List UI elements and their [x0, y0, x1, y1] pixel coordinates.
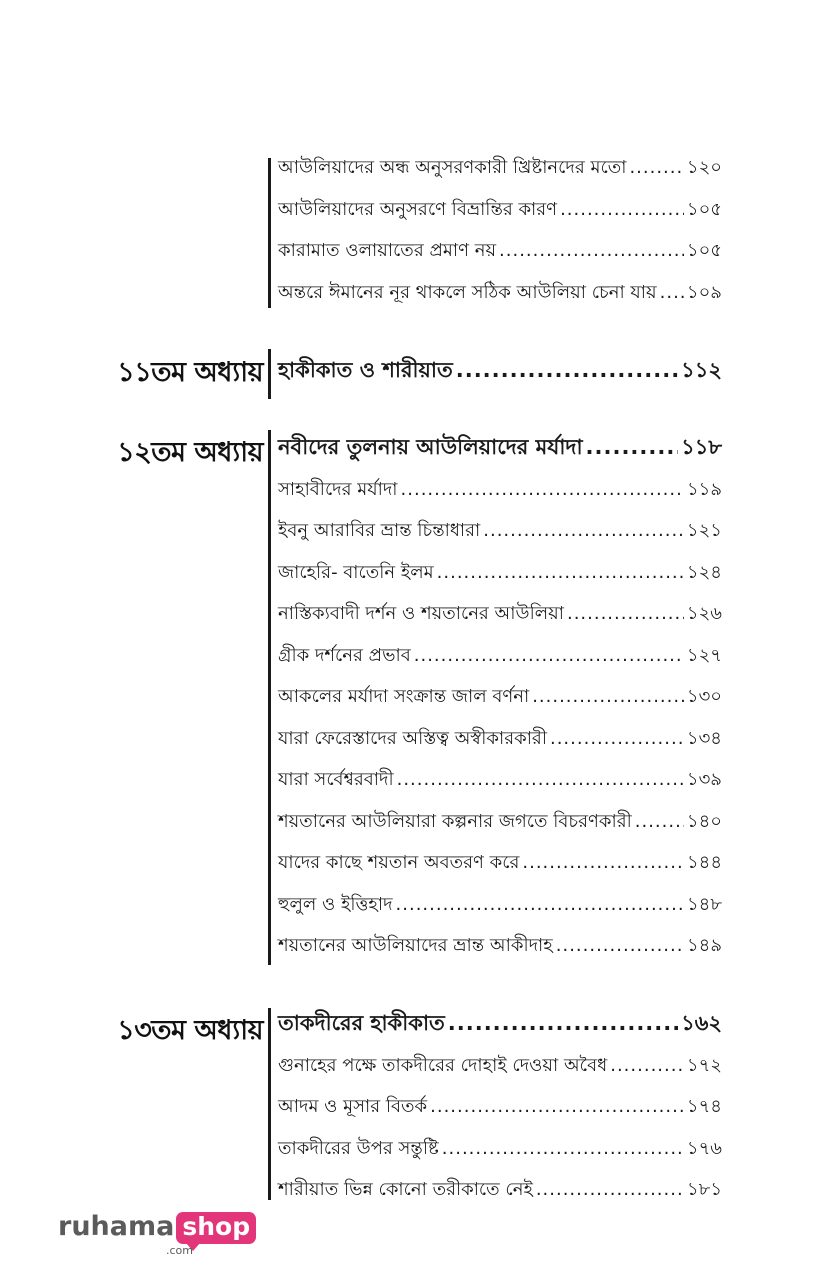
dot-leader: [560, 199, 684, 221]
toc-entry: [278, 190, 722, 230]
entry-title: গ্রীক দর্শনের প্রভাব: [278, 644, 411, 666]
dot-leader: [550, 728, 684, 750]
ruhamashop-logo: [58, 1212, 256, 1260]
entry-page: ১০৫: [686, 239, 722, 261]
entry-title: গুনাহের পক্ষে তাকদীরের দোহাই দেওয়া অবৈধ: [278, 1054, 608, 1076]
dot-leader: [532, 686, 684, 708]
toc-divider: [268, 349, 271, 399]
logo-word: ruhama: [58, 1211, 175, 1242]
entry-page: ১১৮: [681, 434, 722, 459]
toc-entry: [278, 148, 722, 188]
dot-leader: [483, 520, 684, 542]
toc-entry: [278, 926, 722, 966]
entry-page: ১১৯: [686, 478, 722, 500]
toc-divider: [268, 1008, 271, 1200]
dot-leader: [414, 645, 684, 667]
entry-title: হাকীকাত ও শারীয়াত: [278, 357, 453, 382]
entry-title: নবীদের তুলনায় আউলিয়াদের মর্যাদা: [278, 434, 583, 459]
entry-page: ১৭২: [686, 1054, 722, 1076]
dot-leader: [456, 358, 678, 383]
dot-leader: [610, 1055, 684, 1077]
entry-title: জাহেরি- বাতেনি ইলম: [278, 561, 434, 583]
toc-entry: [278, 885, 722, 925]
entry-page: ১৩০: [686, 685, 722, 707]
entry-page: ১৩৯: [686, 768, 722, 790]
entry-page: ১৪০: [686, 810, 722, 832]
dot-leader: [442, 1138, 684, 1160]
toc-divider: [268, 430, 271, 965]
toc-entry: [278, 1087, 722, 1127]
entry-page: ১২৬: [686, 602, 722, 624]
chapter-label: ১১তম অধ্যায়: [117, 357, 263, 388]
entry-page: ১২৭: [686, 644, 722, 666]
logo-badge: shop: [176, 1212, 256, 1244]
dot-leader: [586, 435, 679, 460]
dot-leader: [536, 1179, 684, 1201]
entry-page: ১০৯: [686, 281, 722, 303]
chapter-label: ১৩তম অধ্যায়: [117, 1015, 263, 1046]
entry-page: ১৩৪: [686, 727, 722, 749]
entry-title: আকলের মর্যাদা সংক্রান্ত জাল বর্ণনা: [278, 685, 530, 707]
dot-leader: [567, 603, 684, 625]
entry-title: আদম ও মূসার বিতর্ক: [278, 1095, 428, 1117]
logo-domain: .com: [166, 1244, 193, 1257]
toc-entry: [278, 843, 722, 883]
entry-page: ১৮১: [686, 1178, 722, 1200]
entry-title: যারা ফেরেস্তাদের অস্তিত্ব অস্বীকারকারী: [278, 727, 547, 749]
dot-leader: [396, 894, 684, 916]
dot-leader: [556, 935, 684, 957]
toc-entry: [278, 677, 722, 717]
dot-leader: [430, 1096, 684, 1118]
toc-entry: [278, 636, 722, 676]
dot-leader: [437, 562, 684, 584]
entry-title: কারামাত ওলায়াতের প্রমাণ নয়: [278, 239, 497, 261]
entry-title: আউলিয়াদের অন্ধ অনুসরণকারী খ্রিষ্টানদের মতো: [278, 156, 627, 178]
toc-entry: [278, 470, 722, 510]
toc-entry: [278, 231, 722, 271]
entry-page: ১৪৮: [686, 893, 722, 915]
entry-page: ১৪৪: [686, 851, 722, 873]
toc-entry: [278, 802, 722, 842]
entry-title: শারীয়াত ভিন্ন কোনো তরীকাতে নেই: [278, 1178, 533, 1200]
entry-title: ইবনু আরাবির ভ্রান্ত চিন্তাধারা: [278, 519, 481, 541]
entry-title: তাকদীরের উপর সন্তুষ্টি: [278, 1137, 439, 1159]
entry-title: যাদের কাছে শয়তান অবতরণ করে: [278, 851, 520, 873]
chapter-label: ১২তম অধ্যায়: [117, 437, 263, 468]
toc-entry: [278, 1129, 722, 1169]
entry-page: ১০৫: [686, 198, 722, 220]
entry-page: ১২০: [686, 156, 722, 178]
entry-page: ১২১: [686, 519, 722, 541]
toc-entry: [278, 273, 722, 313]
toc-divider: [268, 158, 271, 308]
entry-title: অন্তরে ঈমানের নূর থাকলে সঠিক আউলিয়া চেনা যায়: [278, 281, 657, 303]
entry-page: ১১২: [681, 357, 722, 382]
dot-leader: [629, 157, 683, 179]
dot-leader: [635, 811, 684, 833]
entry-title: হুলুল ও ইত্তিহাদ: [278, 893, 393, 915]
toc-entry: [278, 1004, 722, 1044]
entry-title: আউলিয়াদের অনুসরণে বিভ্রান্তির কারণ: [278, 198, 558, 220]
dot-leader: [397, 769, 684, 791]
entry-page: ১৭৬: [686, 1137, 722, 1159]
toc-entry: [278, 719, 722, 759]
toc-entry: [278, 553, 722, 593]
toc-entry: [278, 428, 722, 468]
entry-title: শয়তানের আউলিয়াদের ভ্রান্ত আকীদাহ: [278, 934, 553, 956]
toc-entry: [278, 351, 722, 391]
toc-entry: [278, 511, 722, 551]
entry-page: ১৬২: [681, 1010, 722, 1035]
entry-title: নাস্তিক্যবাদী দর্শন ও শয়তানের আউলিয়া: [278, 602, 564, 624]
toc-entry: [278, 1170, 722, 1210]
entry-title: সাহাবীদের মর্যাদা: [278, 478, 398, 500]
entry-page: ১৪৯: [686, 934, 722, 956]
dot-leader: [522, 852, 684, 874]
entry-title: শয়তানের আউলিয়ারা কল্পনার জগতে বিচরণকারী: [278, 810, 632, 832]
dot-leader: [499, 240, 684, 262]
toc-entry: [278, 594, 722, 634]
dot-leader: [448, 1011, 678, 1036]
entry-page: ১৭৪: [686, 1095, 722, 1117]
entry-title: যারা সর্বেশ্বরবাদী: [278, 768, 394, 790]
dot-leader: [401, 479, 684, 501]
toc-entry: [278, 760, 722, 800]
dot-leader: [660, 282, 684, 304]
toc-entry: [278, 1046, 722, 1086]
entry-title: তাকদীরের হাকীকাত: [278, 1010, 445, 1035]
entry-page: ১২৪: [686, 561, 722, 583]
